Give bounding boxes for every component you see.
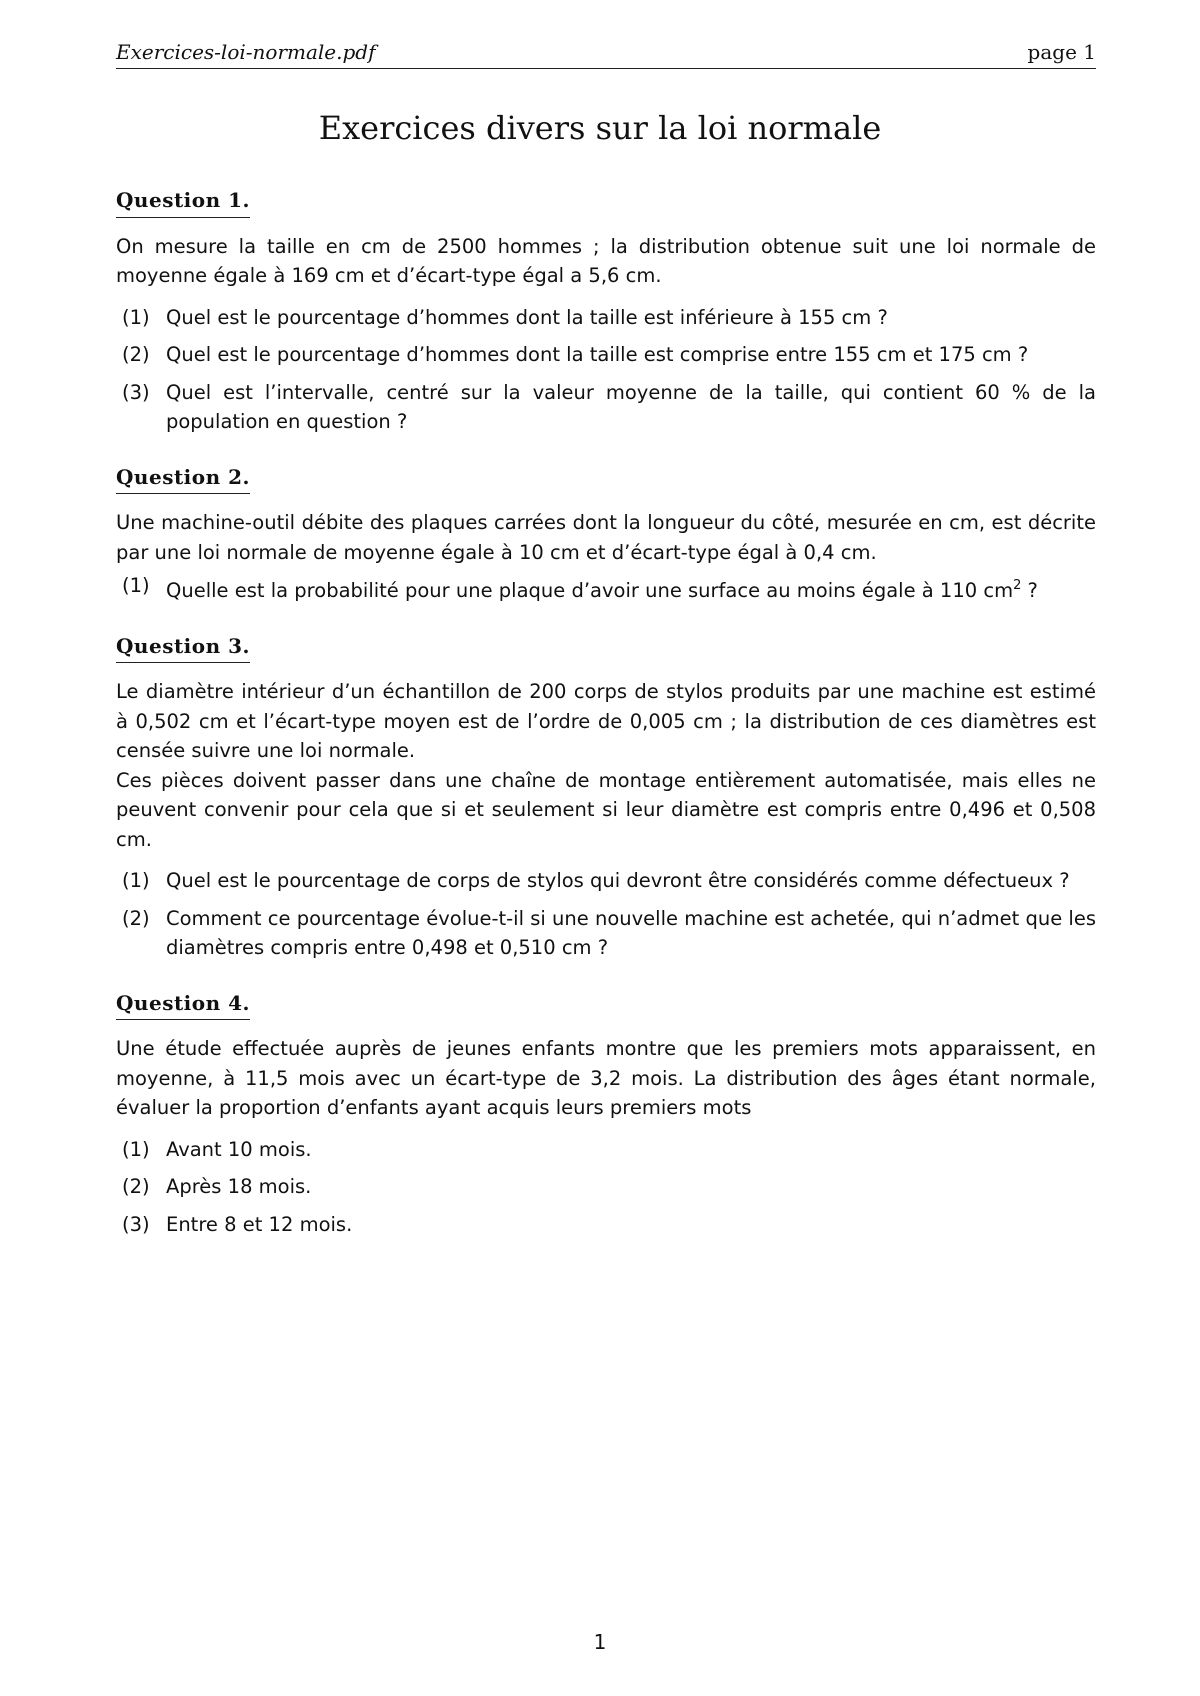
item-text: Comment ce pourcentage évolue-t-il si une nouvelle machine est achetée, qui n’admet que les diamètres compris entre 0,498 et 0,510 cm ? — [166, 906, 1096, 959]
question-paragraph: Ces pièces doivent passer dans une chaîne de montage entièrement automatisée, mais elles ne peuvent convenir pour cela que si et seulement si leur diamètre est compris entre 0,496 et 0,508 cm. — [116, 768, 1096, 851]
item-number: (1) — [122, 305, 150, 329]
question-paragraph: Une étude effectuée auprès de jeunes enfants montre que les premiers mots apparaissent, en moyenne, à 11,5 mois avec un écart-type de 3,2 mois. La distribution des âges étant normale, évaluer la proportion d’enfants ayant acquis leurs premiers mots — [116, 1037, 1096, 1119]
question-1 — [116, 186, 1096, 437]
list-item — [116, 1172, 1096, 1202]
item-text: Après 18 mois. — [166, 1175, 312, 1198]
list-item — [116, 378, 1096, 437]
item-number: (2) — [122, 1175, 150, 1198]
page-header — [116, 38, 1096, 69]
item-number: (1) — [122, 1137, 150, 1161]
question-items — [116, 303, 1096, 437]
item-text: Quel est le pourcentage de corps de stylos qui devront être considérés comme défectueux ? — [166, 869, 1070, 892]
item-number: (3) — [122, 1212, 150, 1236]
question-items — [116, 866, 1096, 963]
question-items — [116, 571, 1096, 606]
list-item — [116, 904, 1096, 963]
page-number: 1 — [593, 1630, 607, 1654]
question-paragraph: On mesure la taille en cm de 2500 hommes ; la distribution obtenue suit une loi normale de moyenne égale à 169 cm et d’écart-type égal a 5,6 cm. — [116, 234, 1096, 287]
item-text-end: ? — [1021, 579, 1038, 602]
header-page-label: page 1 — [1027, 40, 1096, 64]
question-2 — [116, 463, 1096, 606]
item-text: Quelle est la probabilité pour une plaque d’avoir une surface au moins égale à 110 cm — [166, 579, 1014, 602]
item-number: (3) — [122, 380, 150, 404]
item-number: (1) — [122, 574, 150, 597]
item-number: (1) — [122, 869, 150, 892]
question-3 — [116, 632, 1096, 963]
list-item — [116, 340, 1096, 370]
question-4 — [116, 989, 1096, 1240]
list-item — [116, 866, 1096, 896]
question-paragraph: Une machine-outil débite des plaques carrées dont la longueur du côté, mesurée en cm, est décrite par une loi normale de moyenne égale à 10 cm et d’écart-type égal à 0,4 cm. — [116, 511, 1096, 564]
item-number: (2) — [122, 906, 150, 930]
list-item — [116, 571, 1096, 606]
question-heading: Question 1. — [116, 186, 250, 218]
question-heading: Question 2. — [116, 463, 250, 495]
item-superscript: 2 — [1013, 578, 1022, 593]
list-item — [116, 303, 1096, 333]
item-text: Quel est le pourcentage d’hommes dont la taille est comprise entre 155 cm et 175 cm ? — [166, 343, 1029, 366]
header-filename: Exercices-loi-normale.pdf — [116, 40, 376, 64]
item-text: Avant 10 mois. — [166, 1137, 312, 1161]
item-text: Entre 8 et 12 mois. — [166, 1212, 353, 1236]
question-paragraph: Le diamètre intérieur d’un échantillon de 200 corps de stylos produits par une machine est estimé à 0,502 cm et l’écart-type moyen est de l’ordre de 0,005 cm ; la distribution de ces diamètres est censée suivre une loi normale. — [116, 680, 1096, 762]
document-body — [116, 186, 1096, 1265]
item-text: Quel est l’intervalle, centré sur la valeur moyenne de la taille, qui contient 60 % de la population en question ? — [166, 380, 1096, 433]
document-title: Exercices divers sur la loi normale — [318, 109, 882, 147]
question-items — [116, 1135, 1096, 1240]
question-heading: Question 4. — [116, 989, 250, 1021]
item-number: (2) — [122, 343, 150, 366]
question-heading: Question 3. — [116, 632, 250, 664]
item-text: Quel est le pourcentage d’hommes dont la taille est inférieure à 155 cm ? — [166, 305, 888, 329]
list-item — [116, 1135, 1096, 1165]
list-item — [116, 1210, 1096, 1240]
